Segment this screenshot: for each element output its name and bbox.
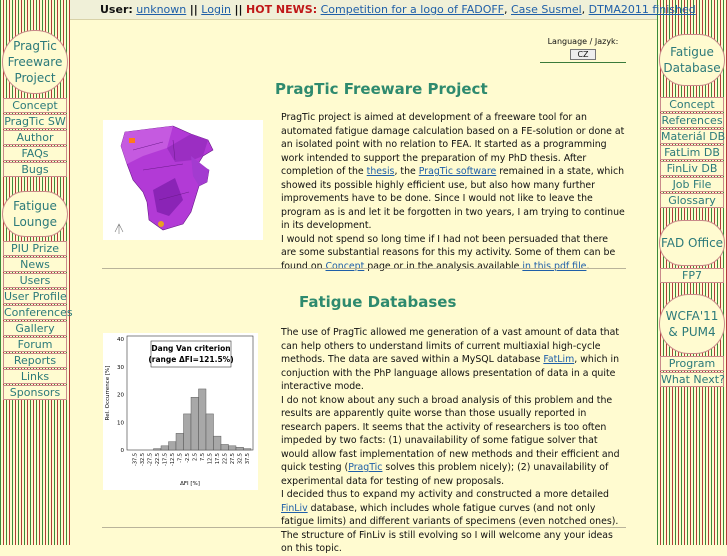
text: solves this problem nicely); (2) unavailability of experimental data for testing of new proposals.: [281, 462, 609, 487]
section2-paragraph: [281, 326, 626, 556]
nav-item-concept[interactable]: Concept: [3, 98, 67, 113]
news-link-dtma2011[interactable]: DTMA2011 finished: [588, 3, 696, 16]
pragtic-project-label: PragTic Freeware Project: [7, 39, 63, 85]
fatigue-lounge-label: Fatigue Lounge: [12, 199, 58, 229]
text: I do not know about any such a broad analysis of this problem and the results are apparently quite worse than those usually reported in research papers. It seems that the activity of researchers is too often impeded by two facts: (1) unavailability of some fatigue solver that would allow fast implementation of new methods and their efficient and quick testing (: [281, 394, 620, 473]
section1-paragraph: [281, 111, 626, 273]
nav-item-job-file[interactable]: Job File: [660, 177, 724, 192]
chart-ytick-label: 20: [117, 392, 124, 399]
nav-item-gallery[interactable]: Gallery: [3, 321, 67, 336]
hot-news-label: HOT NEWS:: [246, 3, 318, 16]
fatigue-lounge-bubble[interactable]: [2, 191, 68, 237]
chart-bar: [229, 446, 237, 450]
fatigue-database-label: Fatigue Database: [663, 45, 721, 75]
text: The use of PragTic allowed me generation of a vast amount of data that can help others to understand limits of current multiaxial high-cycle methods. The data are saved within a MySQL database: [281, 327, 620, 365]
fatlim-link[interactable]: FatLim: [543, 354, 575, 365]
language-selector: [540, 37, 626, 63]
chart-xtick-label: 17.5: [214, 453, 221, 465]
right-nav-group-3: [660, 355, 724, 387]
chart-subtitle: (range ΔFI=121.5%): [148, 355, 234, 364]
left-nav-group-2: [3, 240, 73, 400]
nav-item-fatlim-db[interactable]: FatLim DB: [660, 145, 724, 160]
text: I decided thus to expand my activity and constructed a more detailed: [281, 489, 609, 500]
pragtic-link[interactable]: PragTic: [348, 462, 383, 473]
chart-bar: [199, 389, 207, 450]
language-cz-button[interactable]: CZ: [570, 49, 595, 60]
text: page or in the analysis available: [364, 260, 523, 272]
fatigue-databases-heading: Fatigue Databases: [299, 293, 457, 311]
nav-item-users[interactable]: Users: [3, 273, 67, 288]
separator: ||: [189, 3, 198, 16]
nav-item-author[interactable]: Author: [3, 130, 67, 145]
concept-link[interactable]: Concept: [325, 260, 365, 272]
left-nav: [0, 0, 73, 545]
left-nav-group-1: [3, 97, 67, 177]
wcfa-bubble[interactable]: [659, 294, 725, 354]
finliv-link[interactable]: FinLiv: [281, 502, 308, 514]
nav-item-references[interactable]: References: [661, 114, 723, 127]
fad-office-label: FAD Office: [660, 236, 724, 250]
chart-ytick-label: 40: [117, 337, 124, 343]
nav-item-piu-prize[interactable]: PIU Prize: [3, 241, 67, 256]
nav-item-pragtic-sw[interactable]: PragTic SW: [4, 115, 66, 128]
text: database, which includes whole fatigue curves (and not only fatigue limits) and different variants of specimens (even notched ones). The structure of FinLiv is still evolving so I will welcome any your ideas on this topic.: [281, 502, 619, 554]
nav-item-conferences[interactable]: Conferences: [4, 306, 73, 319]
chart-ylabel: Rel. Occurrence [%]: [105, 365, 111, 421]
login-link[interactable]: Login: [201, 3, 231, 16]
separator: ||: [234, 3, 243, 16]
chart-xtick-label: -2.5: [184, 453, 191, 463]
text: .: [586, 260, 590, 272]
text: , which in conjuction with the PhP language allows presentation of data in a quite interactive mode.: [281, 354, 620, 392]
chart-xtick-label: -32.5: [139, 453, 146, 466]
user-label: User:: [100, 3, 133, 16]
right-nav-group-1: [660, 96, 724, 208]
histogram-image: [103, 333, 258, 490]
user-link[interactable]: unknown: [136, 3, 187, 16]
nav-item-finliv-db[interactable]: FinLiv DB: [660, 161, 724, 176]
right-nav-group-2: [660, 267, 724, 283]
wcfa-label: WCFA'11 & PUM4: [665, 309, 719, 339]
chart-xtick-label: -22.5: [154, 453, 161, 466]
pragtic-software-link[interactable]: PragTic software: [418, 166, 497, 177]
chart-xtick-label: -12.5: [169, 453, 176, 466]
chart-bar: [169, 442, 177, 450]
chart-xtick-label: 22.5: [222, 453, 229, 465]
nav-item-glossary[interactable]: Glossary: [660, 193, 724, 208]
fe-model-image: [103, 120, 263, 240]
nav-item-user-profile[interactable]: User Profile: [4, 290, 67, 303]
nav-item-faqs[interactable]: FAQs: [3, 146, 67, 161]
text: remained in a state, which showed its possible highly efficient use, but also how many further improvements have to be done. Since I would not like to leave the program as is and let it be forgotten in two years, I am trying to continue in its development.: [281, 166, 625, 231]
nav-item-bugs[interactable]: Bugs: [3, 162, 67, 177]
chart-xtick-label: 2.5: [192, 453, 199, 461]
news-link-logo-competition[interactable]: Competition for a logo of FADOFF: [320, 3, 504, 16]
language-divider: [540, 62, 626, 63]
text: I would not spend so long time if I had not been persuaded that there are some substantial reasons for this my activity. Some of them can be found on: [281, 233, 616, 272]
chart-xtick-label: 37.5: [244, 453, 251, 465]
top-bar: User: unknown || Login || HOT NEWS: Competition for a logo of FADOFF, Case Susmel, DTMA2011 finished: [70, 0, 657, 20]
chart-ytick-label: 30: [117, 364, 124, 371]
chart-xtick-label: -37.5: [132, 453, 139, 466]
chart-xtick-label: -17.5: [162, 453, 169, 466]
nav-item-concept[interactable]: Concept: [660, 97, 724, 112]
nav-item-forum[interactable]: Forum: [3, 337, 67, 352]
chart-bar: [161, 446, 169, 450]
right-nav: [657, 0, 727, 545]
dang-van-histogram: [103, 333, 258, 490]
chart-bar: [236, 447, 244, 450]
pdf-analysis-link[interactable]: in this pdf file: [522, 260, 587, 272]
text: PragTic project is aimed at development of a freeware tool for an automated fatigue damage calculation based on a FE-solution or done at an isolated point with no relation to FEA. It started as a programming work intended to support the preparation of my PhD thesis. After completion of the: [281, 112, 625, 177]
nav-item-links[interactable]: Links: [3, 369, 67, 384]
chart-bar: [221, 444, 229, 450]
chart-xtick-label: -7.5: [177, 453, 184, 463]
chart-bar: [184, 414, 192, 450]
chart-xtick-label: 7.5: [199, 453, 206, 461]
nav-item-fp7[interactable]: FP7: [660, 268, 724, 283]
news-link-case-susmel[interactable]: Case Susmel: [511, 3, 582, 16]
chart-bar: [176, 433, 184, 450]
nav-item-news[interactable]: News: [3, 257, 67, 272]
text: , the: [394, 166, 419, 177]
nav-item-sponsors[interactable]: Sponsors: [3, 385, 67, 400]
section-divider-bottom: [102, 527, 626, 528]
chart-bar: [206, 414, 214, 450]
pragtic-heading: PragTic Freeware Project: [275, 80, 488, 98]
chart-bar: [214, 436, 222, 450]
section-divider: [102, 268, 626, 269]
chart-bar: [154, 449, 162, 450]
chart-xlabel: ΔFI [%]: [180, 481, 200, 487]
chart-ytick-label: 0: [120, 448, 124, 454]
chart-xtick-label: 32.5: [237, 453, 244, 465]
fatigue-database-bubble[interactable]: [659, 34, 725, 86]
chart-ytick-label: 10: [117, 420, 124, 427]
language-label: Language / Jazyk:: [547, 37, 619, 46]
nav-item-reports[interactable]: Reports: [3, 353, 67, 368]
chart-bar: [191, 397, 199, 450]
chart-bar: [244, 449, 252, 450]
fad-office-bubble[interactable]: [659, 220, 725, 266]
chart-xtick-label: -27.5: [147, 453, 154, 466]
thesis-link[interactable]: thesis: [366, 166, 395, 177]
chart-title: Dang Van criterion: [151, 344, 231, 353]
chart-xtick-label: 27.5: [229, 453, 236, 465]
pragtic-project-bubble[interactable]: [2, 30, 68, 94]
nav-item-materi-l-db[interactable]: Materiál DB: [661, 130, 726, 143]
chart-xtick-label: 12.5: [207, 453, 214, 465]
nav-item-what-next[interactable]: What Next?: [661, 373, 725, 386]
nav-item-program[interactable]: Program: [660, 356, 724, 371]
